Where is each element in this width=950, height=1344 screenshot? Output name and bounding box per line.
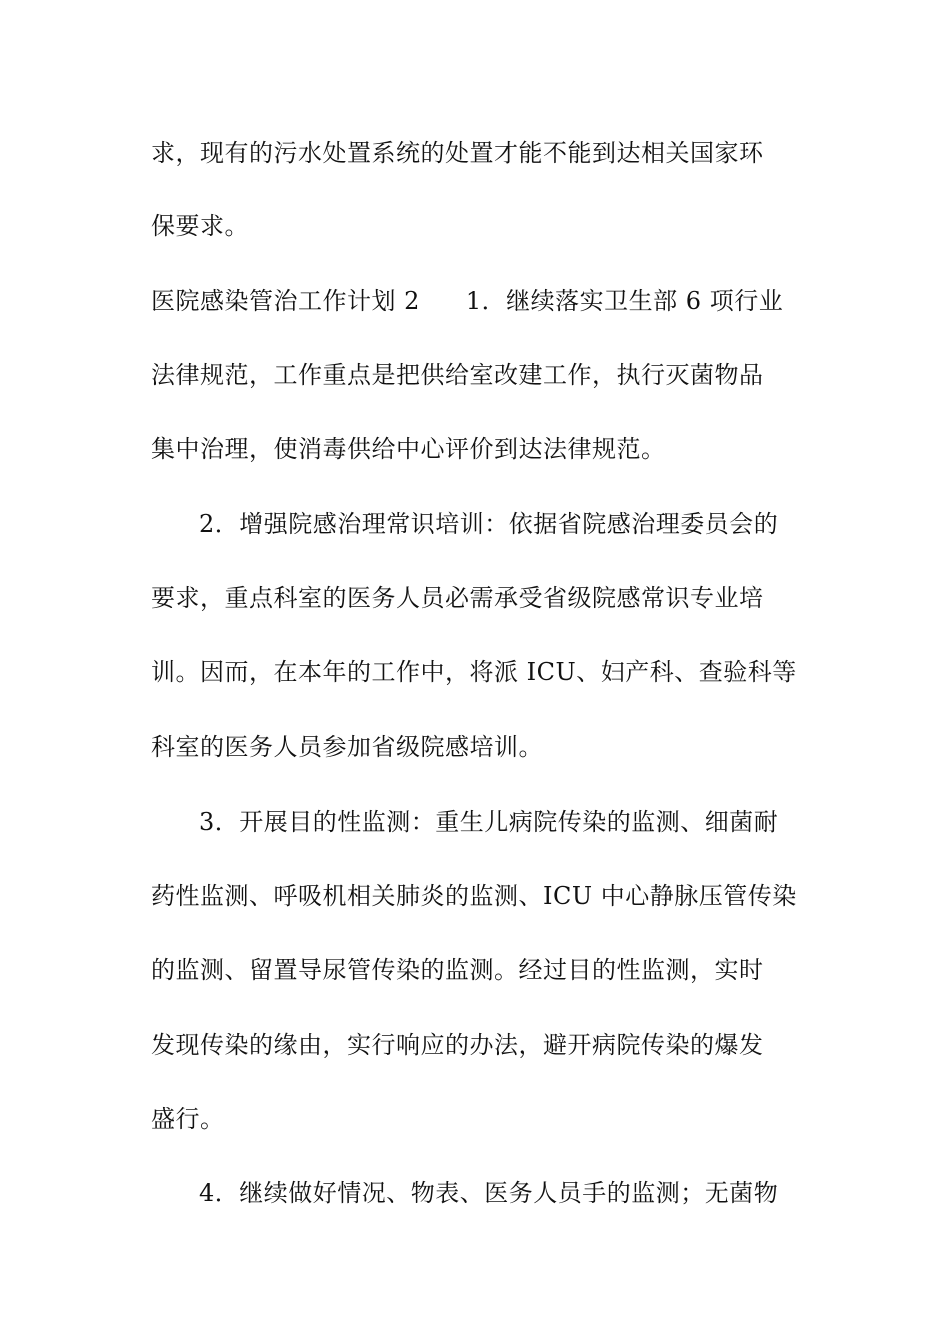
line-text: 训。因而，在本年的工作中，将派 ICU、妇产科、查验科等	[151, 658, 797, 686]
paragraph-line	[151, 1103, 811, 1135]
line-text: 的监测、留置导尿管传染的监测。经过目的性监测，实时	[151, 956, 764, 984]
line-text: 3．开展目的性监测：重生儿病院传染的监测、细菌耐	[199, 808, 779, 836]
line-text: 科室的医务人员参加省级院感培训。	[151, 733, 543, 761]
paragraph-line	[151, 210, 811, 242]
line-text: 要求，重点科室的医务人员必需承受省级院感常识专业培	[151, 584, 764, 612]
line-text: 求，现有的污水处置系统的处置才能不能到达相关国家环	[151, 139, 764, 167]
line-text: 药性监测、呼吸机相关肺炎的监测、ICU 中心静脉压管传染	[151, 882, 797, 910]
line-text: 保要求。	[151, 212, 249, 240]
paragraph-line	[151, 137, 811, 169]
paragraph-line	[151, 656, 811, 688]
paragraph-line	[151, 954, 811, 986]
paragraph-line	[199, 806, 859, 838]
section-heading-line	[151, 285, 811, 317]
line-text: 4．继续做好情况、物表、医务人员手的监测；无菌物	[199, 1179, 779, 1207]
line-text: 2．增强院感治理常识培训：依据省院感治理委员会的	[199, 510, 779, 538]
paragraph-line	[151, 433, 811, 465]
paragraph-line	[151, 359, 811, 391]
line-text: 盛行。	[151, 1105, 225, 1133]
paragraph-line	[151, 582, 811, 614]
paragraph-line	[151, 880, 811, 912]
paragraph-line	[199, 508, 859, 540]
line-text: 发现传染的缘由，实行响应的办法，避开病院传染的爆发	[151, 1031, 764, 1059]
paragraph-line	[151, 731, 811, 763]
paragraph-line	[199, 1177, 859, 1209]
section-heading: 医院感染管治工作计划 2	[151, 287, 420, 315]
line-text: 集中治理，使消毒供给中心评价到达法律规范。	[151, 435, 666, 463]
line-text: 法律规范，工作重点是把供给室改建工作，执行灭菌物品	[151, 361, 764, 389]
line-text: 1．继续落实卫生部 6 项行业	[465, 287, 784, 315]
paragraph-line	[151, 1029, 811, 1061]
